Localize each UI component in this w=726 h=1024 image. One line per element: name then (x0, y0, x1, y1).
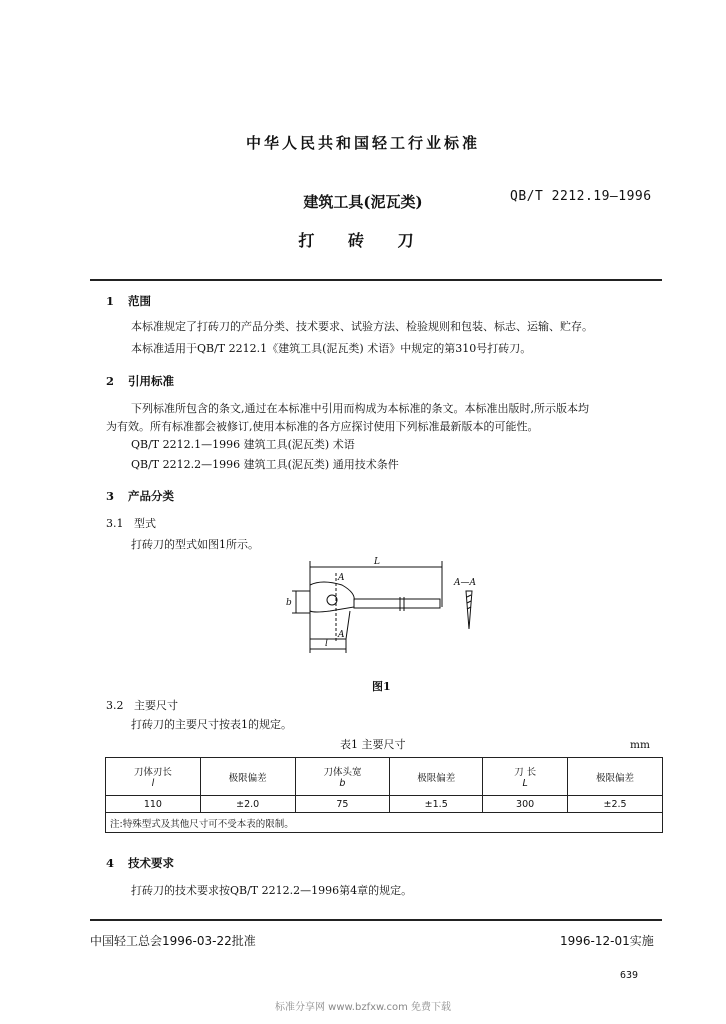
section-3-1-heading (106, 516, 156, 532)
section-number: 3 (106, 489, 115, 503)
label-A-bottom: A (338, 630, 345, 640)
label-l: l (325, 639, 328, 649)
header-text: 极限偏差 (228, 772, 267, 784)
subsection-number: 3.2 (106, 699, 124, 712)
page-number: 639 (620, 970, 639, 981)
header-cell-tolerance-3 (568, 758, 663, 796)
table-cell: ±1.5 (390, 796, 483, 813)
section-title: 技术要求 (128, 856, 174, 870)
hatch-line (467, 595, 471, 597)
subsection-title: 型式 (134, 517, 156, 530)
section-number: 2 (106, 374, 115, 388)
table-cell: ±2.0 (200, 796, 295, 813)
section-3-2-text: 打砖刀的主要尺寸按表1的规定。 (131, 718, 292, 731)
section-title: 范围 (128, 294, 151, 308)
tool-head (310, 582, 354, 612)
section-3-2-heading (106, 698, 178, 714)
table-cell: 110 (106, 796, 201, 813)
table-cell: 75 (295, 796, 390, 813)
header-text: 刀体刃长 (133, 767, 172, 778)
standard-title: 建筑工具(泥瓦类) (303, 193, 423, 211)
section-2-heading (106, 373, 174, 389)
section-title: 引用标准 (128, 374, 174, 388)
hatch-line (467, 601, 471, 603)
table-1-caption: 表1 主要尺寸 (340, 738, 406, 751)
section-1-para-1: 本标准规定了打砖刀的产品分类、技术要求、试验方法、检验规则和包装、标志、运输、贮存。 (131, 320, 593, 333)
reference-1: QB/T 2212.1—1996 建筑工具(泥瓦类) 术语 (131, 438, 355, 451)
header-cell-tolerance-1 (200, 758, 295, 796)
table-1-unit: mm (630, 739, 650, 751)
header-text: 极限偏差 (417, 772, 456, 784)
figure-1-caption: 图1 (372, 680, 391, 693)
subsection-number: 3.1 (106, 517, 124, 530)
table-1 (105, 757, 663, 833)
table-row (106, 796, 663, 813)
header-cell-tolerance-2 (390, 758, 483, 796)
table-header-row (106, 758, 663, 796)
section-2-para-1: 下列标准所包含的条文,通过在本标准中引用而构成为本标准的条文。本标准出版时,所示版本均 (131, 402, 589, 415)
header-cell-blade-length (106, 758, 201, 796)
figure-1-drawing (270, 555, 490, 665)
watermark-text: 标准分享网 www.bzfxw.com 免费下载 (275, 1002, 451, 1013)
header-symbol: L (522, 778, 528, 789)
section-title: 产品分类 (128, 489, 174, 503)
header-text: 刀 长 (514, 767, 537, 778)
header-symbol: b (339, 778, 346, 789)
table-cell: ±2.5 (568, 796, 663, 813)
subsection-title: 主要尺寸 (134, 699, 178, 712)
footer-divider (90, 919, 662, 921)
table-cell: 300 (483, 796, 568, 813)
section-1-heading (106, 293, 151, 309)
standard-code: QB/T 2212.19—1996 (510, 189, 652, 204)
approval-date: 中国轻工总会1996-03-22批准 (90, 934, 256, 948)
label-L: L (374, 557, 380, 567)
table-note-row (106, 813, 663, 833)
reference-2: QB/T 2212.2—1996 建筑工具(泥瓦类) 通用技术条件 (131, 458, 399, 471)
header-cell-knife-length (483, 758, 568, 796)
header-text: 刀体头宽 (323, 767, 362, 778)
section-2-para-2: 为有效。所有标准都会被修订,使用本标准的各方应探讨使用下列标准最新版本的可能性。 (106, 420, 539, 433)
label-b: b (286, 598, 292, 608)
header-text: 极限偏差 (596, 772, 635, 784)
section-3-1-text: 打砖刀的型式如图1所示。 (131, 538, 259, 551)
tool-handle (354, 599, 440, 608)
header-divider (90, 279, 662, 281)
issuing-organization: 中华人民共和国轻工行业标准 (245, 134, 480, 152)
label-AA: A—A (454, 578, 476, 588)
standard-subtitle: 打 砖 刀 (298, 231, 428, 250)
section-number: 4 (106, 856, 115, 870)
section-number: 1 (106, 294, 115, 308)
section-1-para-2: 本标准适用于QB/T 2212.1《建筑工具(泥瓦类) 术语》中规定的第310号打砖刀。 (131, 342, 532, 355)
table-note: 注:特殊型式及其他尺寸可不受本表的限制。 (106, 813, 663, 833)
label-A-top: A (338, 573, 345, 583)
section-3-heading (106, 488, 174, 504)
implementation-date: 1996-12-01实施 (560, 934, 654, 948)
header-symbol: l (151, 778, 155, 789)
section-4-heading (106, 855, 174, 871)
section-4-text: 打砖刀的技术要求按QB/T 2212.2—1996第4章的规定。 (131, 884, 413, 897)
header-cell-head-width (295, 758, 390, 796)
